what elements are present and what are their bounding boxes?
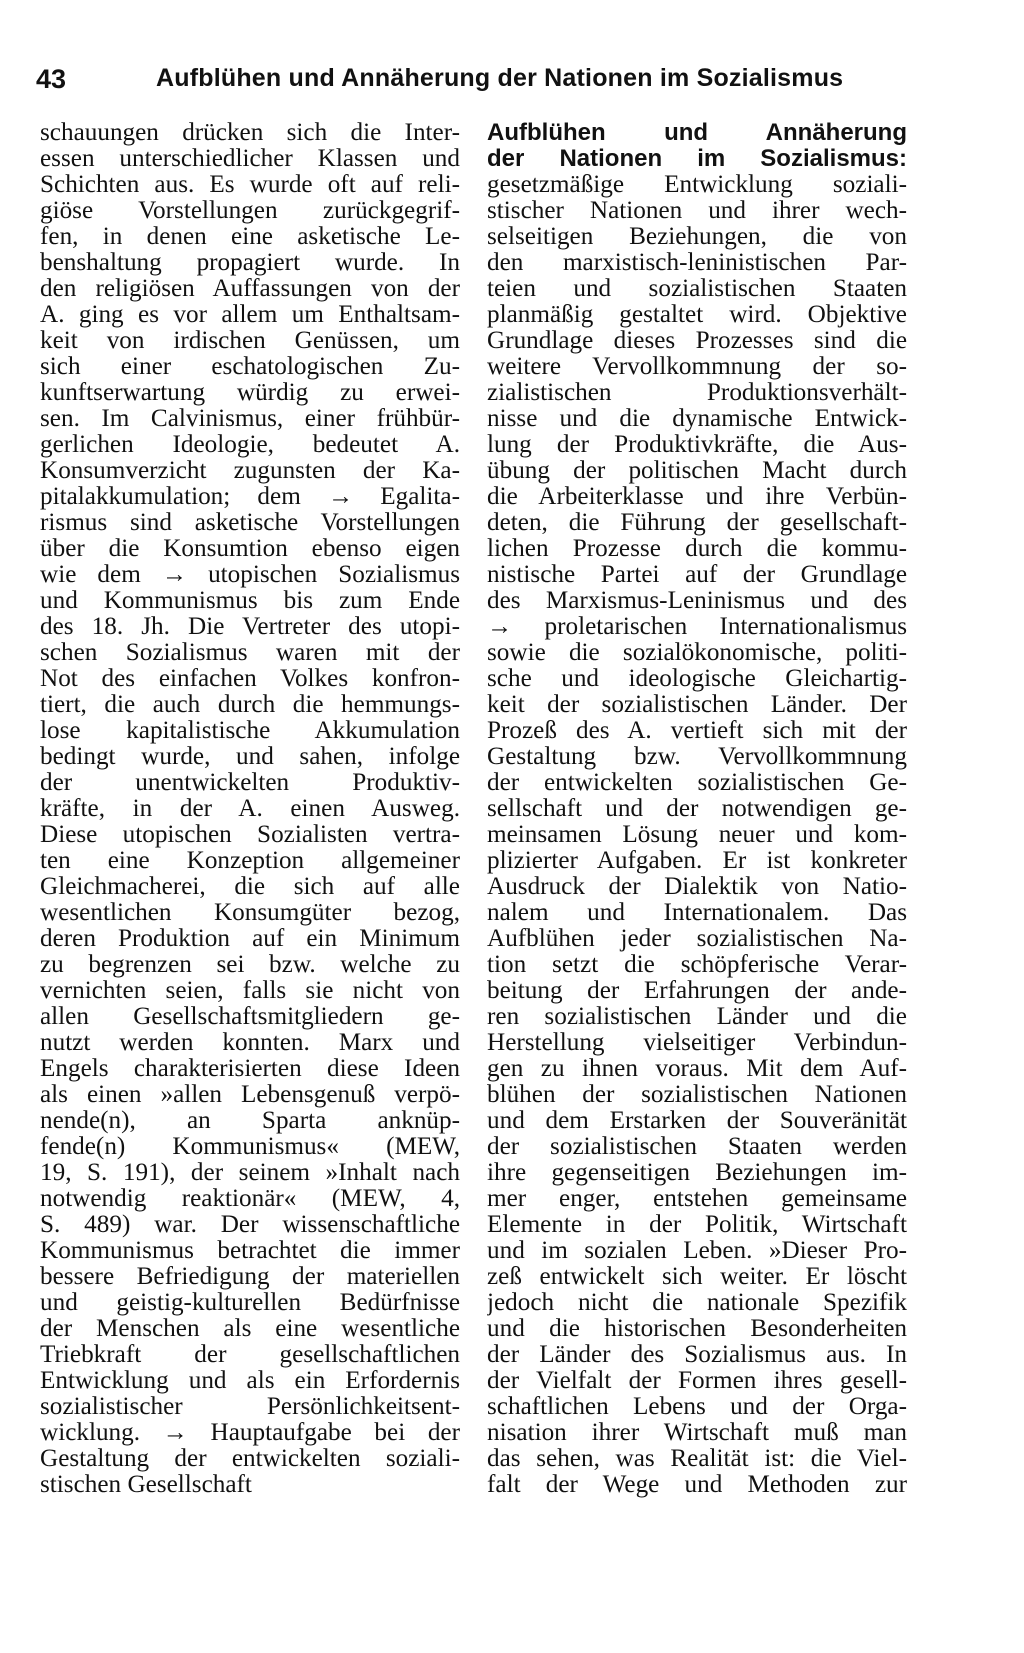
page-header <box>36 64 996 104</box>
text-line: beitung der Erfahrungen der ande- <box>487 978 907 1004</box>
text-line: tiert, die auch durch die hemmungs- <box>40 692 460 718</box>
text-line: der unentwickelten Produktiv- <box>40 770 460 796</box>
text-line: sowie die sozialökonomische, politi- <box>487 640 907 666</box>
text-line: keit von irdischen Genüssen, um <box>40 328 460 354</box>
text-line: schaftlichen Lebens und der Orga- <box>487 1394 907 1420</box>
text-line: als einen »allen Lebensgenuß verpö- <box>40 1082 460 1108</box>
text-line: tion setzt die schöpferische Verar- <box>487 952 907 978</box>
text-line: zeß entwickelt sich weiter. Er löscht <box>487 1264 907 1290</box>
text-line: Aufblühen jeder sozialistischen Na- <box>487 926 907 952</box>
text-line: schen Sozialismus waren mit der <box>40 640 460 666</box>
text-line: des 18. Jh. Die Vertreter des utopi- <box>40 614 460 640</box>
text-line: jedoch nicht die nationale Spezifik <box>487 1290 907 1316</box>
text-line: zu begrenzen sei bzw. welche zu <box>40 952 460 978</box>
text-line: lichen Prozesse durch die kommu- <box>487 536 907 562</box>
text-line: und Kommunismus bis zum Ende <box>40 588 460 614</box>
text-line: sozialistischer Persönlichkeitsent- <box>40 1394 460 1420</box>
text-line: gen zu ihnen voraus. Mit dem Auf- <box>487 1056 907 1082</box>
text-line: 19, S. 191), der seinem »Inhalt nach <box>40 1160 460 1186</box>
text-line: übung der politischen Macht durch <box>487 458 907 484</box>
text-line: sich einer eschatologischen Zu- <box>40 354 460 380</box>
text-line: Gestaltung der entwickelten soziali- <box>40 1446 460 1472</box>
text-line: Prozeß des A. vertieft sich mit der <box>487 718 907 744</box>
text-line: Konsumverzicht zugunsten der Ka- <box>40 458 460 484</box>
text-line: und geistig-kulturellen Bedürfnisse <box>40 1290 460 1316</box>
text-line: kunftserwartung würdig zu erwei- <box>40 380 460 406</box>
text-line: lung der Produktivkräfte, die Aus- <box>487 432 907 458</box>
text-line: notwendig reaktionär« (MEW, 4, <box>40 1186 460 1212</box>
text-line: fende(n) Kommunismus« (MEW, <box>40 1134 460 1160</box>
text-line: lose kapitalistische Akkumulation <box>40 718 460 744</box>
text-line: nistische Partei auf der Grundlage <box>487 562 907 588</box>
text-line: meinsamen Lösung neuer und kom- <box>487 822 907 848</box>
text-line: Diese utopischen Sozialisten vertra- <box>40 822 460 848</box>
text-line: kräfte, in der A. einen Ausweg. <box>40 796 460 822</box>
text-line: nalem und Internationalem. Das <box>487 900 907 926</box>
text-line: den marxistisch-leninistischen Par- <box>487 250 907 276</box>
text-line: allen Gesellschaftsmitgliedern ge- <box>40 1004 460 1030</box>
text-line: Kommunismus betrachtet die immer <box>40 1238 460 1264</box>
text-line: die Arbeiterklasse und ihre Verbün- <box>487 484 907 510</box>
left-column <box>40 120 460 1498</box>
text-line: nisation ihrer Wirtschaft muß man <box>487 1420 907 1446</box>
entry-heading-line-1: Aufblühen und Annäherung <box>487 120 907 146</box>
text-line: wesentlichen Konsumgüter bezog, <box>40 900 460 926</box>
right-column <box>487 120 907 1498</box>
text-line: Grundlage dieses Prozesses sind die <box>487 328 907 354</box>
text-line: sellschaft und der notwendigen ge- <box>487 796 907 822</box>
text-line: ihre gegenseitigen Beziehungen im- <box>487 1160 907 1186</box>
text-line: → proletarischen Internationalismus <box>487 614 907 640</box>
text-line: stischer Nationen und ihrer wech- <box>487 198 907 224</box>
text-line: ren sozialistischen Länder und die <box>487 1004 907 1030</box>
text-line: rismus sind asketische Vorstellungen <box>40 510 460 536</box>
text-line: ten eine Konzeption allgemeiner <box>40 848 460 874</box>
text-line: wie dem → utopischen Sozialismus <box>40 562 460 588</box>
text-line: den religiösen Auffassungen von der <box>40 276 460 302</box>
text-line: Elemente in der Politik, Wirtschaft <box>487 1212 907 1238</box>
text-line: gesetzmäßige Entwicklung soziali- <box>487 172 907 198</box>
page-number: 43 <box>36 64 67 94</box>
text-line: mer enger, entstehen gemeinsame <box>487 1186 907 1212</box>
text-line: und dem Erstarken der Souveränität <box>487 1108 907 1134</box>
text-line: pitalakkumulation; dem → Egalita- <box>40 484 460 510</box>
text-line: nisse und die dynamische Entwick- <box>487 406 907 432</box>
text-line: gerlichen Ideologie, bedeutet A. <box>40 432 460 458</box>
text-line: der sozialistischen Staaten werden <box>487 1134 907 1160</box>
text-line: deten, die Führung der gesellschaft- <box>487 510 907 536</box>
text-line: zialistischen Produktionsverhält- <box>487 380 907 406</box>
text-line: bedingt wurde, und sahen, infolge <box>40 744 460 770</box>
text-line: A. ging es vor allem um Enthaltsam- <box>40 302 460 328</box>
text-line: Ausdruck der Dialektik von Natio- <box>487 874 907 900</box>
text-line: schauungen drücken sich die Inter- <box>40 120 460 146</box>
text-line: essen unterschiedlicher Klassen und <box>40 146 460 172</box>
text-line: falt der Wege und Methoden zur <box>487 1472 907 1498</box>
text-line: deren Produktion auf ein Minimum <box>40 926 460 952</box>
text-line: sche und ideologische Gleichartig- <box>487 666 907 692</box>
text-line: stischen Gesellschaft <box>40 1472 252 1498</box>
text-line: der entwickelten sozialistischen Ge- <box>487 770 907 796</box>
entry-heading-line-2: der Nationen im Sozialismus: <box>487 146 907 172</box>
text-line: das sehen, was Realität ist: die Viel- <box>487 1446 907 1472</box>
text-line: nende(n), an Sparta anknüp- <box>40 1108 460 1134</box>
running-title: Aufblühen und Annäherung der Nationen im Sozialismus <box>156 64 844 92</box>
text-line: keit der sozialistischen Länder. Der <box>487 692 907 718</box>
text-line: vernichten seien, falls sie nicht von <box>40 978 460 1004</box>
text-line: teien und sozialistischen Staaten <box>487 276 907 302</box>
text-line: Engels charakterisierten diese Ideen <box>40 1056 460 1082</box>
text-line: wicklung. → Hauptaufgabe bei der <box>40 1420 460 1446</box>
text-line: und im sozialen Leben. »Dieser Pro- <box>487 1238 907 1264</box>
text-line: blühen der sozialistischen Nationen <box>487 1082 907 1108</box>
text-line: nutzt werden konnten. Marx und <box>40 1030 460 1056</box>
text-line: giöse Vorstellungen zurückgegrif- <box>40 198 460 224</box>
text-line: bessere Befriedigung der materiellen <box>40 1264 460 1290</box>
text-line: Triebkraft der gesellschaftlichen <box>40 1342 460 1368</box>
text-line: der Länder des Sozialismus aus. In <box>487 1342 907 1368</box>
text-line: Herstellung vielseitiger Verbindun- <box>487 1030 907 1056</box>
text-line: der Menschen als eine wesentliche <box>40 1316 460 1342</box>
text-line: S. 489) war. Der wissenschaftliche <box>40 1212 460 1238</box>
text-line: selseitigen Beziehungen, die von <box>487 224 907 250</box>
text-line: Gestaltung bzw. Vervollkommnung <box>487 744 907 770</box>
text-line: der Vielfalt der Formen ihres gesell- <box>487 1368 907 1394</box>
text-line: planmäßig gestaltet wird. Objektive <box>487 302 907 328</box>
text-line: Schichten aus. Es wurde oft auf reli- <box>40 172 460 198</box>
text-line: fen, in denen eine asketische Le- <box>40 224 460 250</box>
text-line: plizierter Aufgaben. Er ist konkreter <box>487 848 907 874</box>
text-line: über die Konsumtion ebenso eigen <box>40 536 460 562</box>
text-line: des Marxismus-Leninismus und des <box>487 588 907 614</box>
text-line: sen. Im Calvinismus, einer frühbür- <box>40 406 460 432</box>
text-line: Not des einfachen Volkes konfron- <box>40 666 460 692</box>
text-line: Gleichmacherei, die sich auf alle <box>40 874 460 900</box>
text-line: und die historischen Besonderheiten <box>487 1316 907 1342</box>
text-line: benshaltung propagiert wurde. In <box>40 250 460 276</box>
text-line: Entwicklung und als ein Erfordernis <box>40 1368 460 1394</box>
text-line: weitere Vervollkommnung der so- <box>487 354 907 380</box>
